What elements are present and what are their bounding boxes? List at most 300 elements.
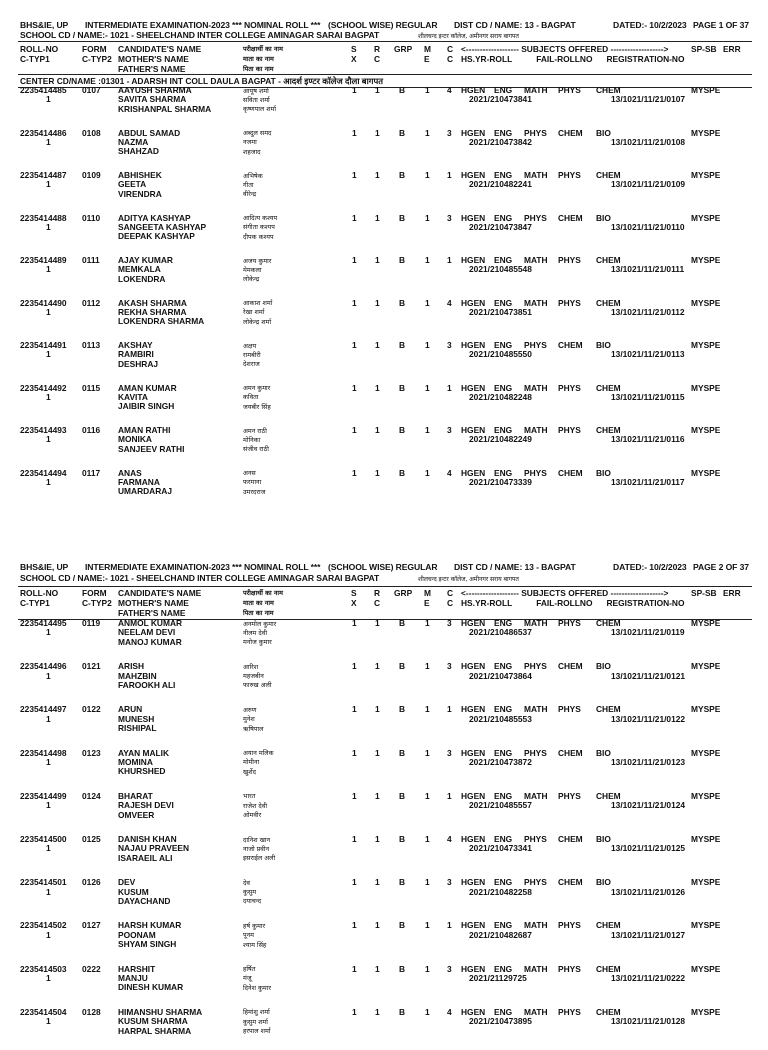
subject: CHEM [558, 127, 583, 138]
subject: PHYS [558, 382, 581, 393]
father-name: SHYAM SINGH [118, 939, 177, 950]
roll-type: (SCHOOL WISE) REGULAR [328, 562, 438, 572]
ctyp1: 1 [46, 886, 51, 897]
me-code: 1 [425, 661, 430, 672]
subject: CHEM [596, 297, 621, 308]
candidate-name-hindi: अनमोल कुमार [243, 619, 277, 628]
father-name: SANJEEV RATHI [118, 443, 185, 454]
subject: CHEM [558, 467, 583, 478]
ctyp1: 1 [46, 756, 51, 767]
me-code: 1 [425, 920, 430, 931]
father-name: DAYACHAND [118, 895, 171, 906]
subject: HGEN [461, 704, 486, 715]
candidate-name-hindi: हर्ष कुमार [243, 921, 266, 930]
father-name-hindi: लोकेन्द्र शर्मा [243, 317, 272, 326]
father-name-hindi: दिनेश कुमार [243, 983, 271, 992]
sp-sb: MYSPE [691, 790, 721, 801]
rc-code: 1 [375, 877, 380, 888]
table-row [0, 965, 768, 1007]
subject: ENG [494, 920, 513, 931]
subject: HGEN [461, 877, 486, 888]
col-sx: S X [351, 44, 357, 64]
cc-code: 1 [447, 255, 452, 265]
group: B [399, 297, 406, 308]
father-name: DEEPAK KASHYAP [118, 231, 195, 242]
father-name: SHAHZAD [118, 146, 159, 157]
group: B [399, 255, 406, 265]
board-name: BHS&IE, UP [20, 562, 69, 572]
candidate-name: HIMANSHU SHARMA [118, 1006, 203, 1017]
mother-name-hindi: कुसुम [243, 888, 257, 897]
father-name: DESHRAJ [118, 358, 159, 369]
page-number: PAGE 2 OF 37 [693, 562, 749, 572]
father-name-hindi: श्याम सिंह [243, 940, 267, 949]
sx-code: 1 [352, 212, 357, 223]
subject: CHEM [596, 425, 621, 435]
cc-code: 4 [447, 85, 452, 95]
father-name-hindi: फारुख अली [243, 681, 272, 690]
father-name: VIRENDRA [118, 188, 162, 199]
ctyp1: 1 [46, 1016, 51, 1027]
group: B [399, 963, 406, 974]
mother-name-hindi: मुनेश [243, 715, 255, 724]
cc-code: 1 [447, 382, 452, 393]
subject: HGEN [461, 661, 486, 672]
subject: PHYS [524, 467, 547, 478]
mother-name-hindi: फरमाना [243, 478, 262, 487]
father-name: KHURSHED [118, 766, 166, 777]
me-code: 1 [425, 1006, 430, 1017]
col-form: FORM C-TYP2 [82, 44, 112, 64]
cc-code: 3 [447, 425, 452, 435]
subject: BIO [596, 834, 611, 844]
subject: MATH [524, 382, 548, 393]
subject: HGEN [461, 255, 486, 265]
subject: BIO [596, 340, 611, 350]
col-subjects: <------------------- SUBJECTS OFFERED -------------------> HS.YR-ROLL FAIL-ROLLNO REGISTRATION-NO [461, 44, 685, 64]
cc-code: 3 [447, 618, 452, 628]
father-name-hindi: उमरदराज [243, 487, 266, 496]
hs-year-roll: 2021/210485553 [469, 713, 532, 724]
cc-code: 3 [447, 340, 452, 350]
rc-code: 1 [375, 834, 380, 844]
table-row [0, 1008, 768, 1050]
sp-sb: MYSPE [691, 704, 721, 715]
ctyp1: 1 [46, 713, 51, 724]
table-row [0, 341, 768, 383]
mother-name: RAJESH DEVI [118, 800, 174, 811]
subject: CHEM [558, 834, 583, 844]
subject: PHYS [558, 963, 581, 974]
me-code: 1 [425, 834, 430, 844]
col-grp: GRP [394, 588, 413, 598]
group: B [399, 1006, 406, 1017]
subject: ENG [494, 255, 513, 265]
me-code: 1 [425, 747, 430, 758]
ctyp1: 1 [46, 627, 51, 638]
father-name-hindi: जयबीर सिंह [243, 402, 271, 411]
hs-year-roll: 2021/210482258 [469, 886, 532, 897]
subject: ENG [494, 127, 513, 138]
subject: CHEM [596, 1006, 621, 1017]
mother-name: NAZMA [118, 136, 149, 147]
roll-number: 2235414501 [20, 877, 67, 888]
col-subjects: <------------------- SUBJECTS OFFERED -------------------> HS.YR-ROLL FAIL-ROLLNO REGISTRATION-NO [461, 588, 685, 608]
group: B [399, 747, 406, 758]
subject: MATH [524, 425, 548, 435]
form-number: 0124 [82, 790, 101, 801]
father-name: DINESH KUMAR [118, 982, 184, 993]
subject: ENG [494, 963, 513, 974]
ctyp1: 1 [46, 306, 51, 317]
subject: CHEM [558, 212, 583, 223]
subject: ENG [494, 425, 513, 435]
ctyp1: 1 [46, 670, 51, 681]
subject: MATH [524, 790, 548, 801]
father-name: RISHIPAL [118, 723, 157, 734]
mother-name: MUNESH [118, 713, 155, 724]
sp-sb: MYSPE [691, 618, 721, 628]
form-number: 0112 [82, 297, 101, 308]
hs-year-roll: 2021/210482249 [469, 434, 532, 445]
group: B [399, 790, 406, 801]
col-rollno: ROLL-NO C-TYP1 [20, 588, 59, 608]
sp-sb: MYSPE [691, 170, 721, 180]
col-rollno: ROLL-NO C-TYP1 [20, 44, 59, 64]
candidate-name-hindi: आयूष शर्मा [243, 86, 269, 95]
table-row [0, 921, 768, 963]
candidate-name-hindi: अयान मलिक [243, 749, 274, 758]
sx-code: 1 [352, 340, 357, 350]
subject: ENG [494, 747, 513, 758]
sx-code: 1 [352, 127, 357, 138]
hs-year-roll: 2021/210473851 [469, 306, 532, 317]
candidate-name-hindi: अमन राठी [243, 426, 267, 435]
subject: PHYS [558, 704, 581, 715]
candidate-name-hindi: देव [243, 878, 250, 887]
school-name: SCHOOL CD / NAME:- 1021 - SHEELCHAND INTER COLLEGE AMINAGAR SARAI BAGPAT [20, 573, 380, 583]
candidate-name: AJAY KUMAR [118, 255, 173, 265]
subject: MATH [524, 170, 548, 180]
table-row [0, 792, 768, 834]
subject: CHEM [558, 340, 583, 350]
hs-year-roll: 2021/210485550 [469, 349, 532, 360]
subject: PHYS [558, 297, 581, 308]
subject: BIO [596, 661, 611, 672]
sx-code: 1 [352, 170, 357, 180]
candidate-name-hindi: अभिषेक [243, 171, 263, 180]
candidate-name: ABHISHEK [118, 170, 162, 180]
group: B [399, 834, 406, 844]
registration-number: 13/1021/11/21/0124 [611, 800, 686, 811]
mother-name-hindi: नाजो प्रवीन [243, 844, 270, 853]
rc-code: 1 [375, 661, 380, 672]
father-name: JAIBIR SINGH [118, 401, 175, 412]
me-code: 1 [425, 85, 430, 95]
roll-number: 2235414487 [20, 170, 67, 180]
sx-code: 1 [352, 382, 357, 393]
me-code: 1 [425, 618, 430, 628]
mother-name: MOMINA [118, 756, 153, 767]
hs-year-roll: 2021/210482248 [469, 391, 532, 402]
ctyp1: 1 [46, 800, 51, 811]
me-code: 1 [425, 790, 430, 801]
hs-year-roll: 2021/210473339 [469, 476, 532, 487]
subject: HGEN [461, 467, 486, 478]
cc-code: 1 [447, 170, 452, 180]
father-name-hindi: ओमवीर [243, 811, 262, 820]
candidate-name: AKASH SHARMA [118, 297, 187, 308]
registration-number: 13/1021/11/21/0121 [611, 670, 686, 681]
mother-name: MEMKALA [118, 264, 161, 275]
district: DIST CD / NAME: 13 - BAGPAT [454, 562, 576, 572]
col-me: M E [424, 588, 431, 608]
form-number: 0126 [82, 877, 101, 888]
registration-number: 13/1021/11/21/0126 [611, 886, 686, 897]
roll-title: *** NOMINAL ROLL *** [232, 562, 321, 572]
group: B [399, 170, 406, 180]
table-row [0, 662, 768, 704]
hs-year-roll: 2021/210473841 [469, 94, 532, 105]
mother-name: RAMBIRI [118, 349, 154, 360]
registration-number: 13/1021/11/21/0117 [611, 476, 685, 487]
father-name: HARPAL SHARMA [118, 1025, 192, 1036]
father-name-hindi: खुर्शेद [243, 767, 256, 776]
father-name: ISARAEIL ALI [118, 852, 173, 863]
subject: CHEM [596, 255, 621, 265]
col-names: CANDIDATE'S NAME MOTHER'S NAME FATHER'S NAME [118, 44, 202, 74]
candidate-name-hindi: दानिश खान [243, 835, 271, 844]
registration-number: 13/1021/11/21/0107 [611, 94, 686, 105]
rc-code: 1 [375, 467, 380, 478]
subject: ENG [494, 382, 513, 393]
father-name-hindi: कृष्णपाल शर्मा [243, 105, 277, 114]
col-sx: S X [351, 588, 357, 608]
subject: HGEN [461, 212, 486, 223]
table-row [0, 705, 768, 747]
subject: ENG [494, 297, 513, 308]
roll-number: 2235414500 [20, 834, 67, 844]
sp-sb: MYSPE [691, 85, 721, 95]
cc-code: 3 [447, 661, 452, 672]
father-name: LOKENDRA [118, 273, 166, 284]
form-number: 0122 [82, 704, 101, 715]
school-name: SCHOOL CD / NAME:- 1021 - SHEELCHAND INTER COLLEGE AMINAGAR SARAI BAGPAT [20, 30, 380, 40]
father-name-hindi: दीपक कश्यप [243, 232, 274, 241]
district: DIST CD / NAME: 13 - BAGPAT [454, 20, 576, 30]
candidate-name: ARUN [118, 704, 143, 715]
subject: ENG [494, 661, 513, 672]
subject: HGEN [461, 920, 486, 931]
table-row [0, 214, 768, 256]
form-number: 0127 [82, 920, 101, 931]
hs-year-roll: 2021/210486537 [469, 627, 532, 638]
mother-name-hindi: कुसुम शर्मा [243, 1017, 268, 1026]
father-name-hindi: लोकेन्द्र [243, 275, 260, 284]
candidate-name: ANAS [118, 467, 142, 478]
subject: BIO [596, 877, 611, 888]
mother-name-hindi: संगीता कश्यप [243, 223, 275, 232]
school-name-hindi: शीलचन्द इन्टर कॉलेज, अमीनगर सराय बागपत [418, 576, 519, 583]
father-name: LOKENDRA SHARMA [118, 316, 205, 327]
candidate-name: HARSHIT [118, 963, 156, 974]
mother-name-hindi: राजेश देवी [243, 801, 267, 810]
subject: PHYS [558, 920, 581, 931]
subject: BIO [596, 467, 611, 478]
mother-name-hindi: मोमीना [243, 758, 260, 767]
candidate-name: ADITYA KASHYAP [118, 212, 191, 223]
mother-name: KUSUM SHARMA [118, 1016, 188, 1027]
candidate-name-hindi: अमन कुमार [243, 384, 271, 392]
subject: MATH [524, 255, 548, 265]
roll-number: 2235414504 [20, 1006, 67, 1017]
ctyp1: 1 [46, 391, 51, 402]
mother-name-hindi: मेमकला [243, 265, 262, 274]
rc-code: 1 [375, 963, 380, 974]
ctyp1: 1 [46, 136, 51, 147]
registration-number: 13/1021/11/21/0122 [611, 713, 686, 724]
table-row [0, 129, 768, 171]
roll-number: 2235414486 [20, 127, 67, 138]
group: B [399, 920, 406, 931]
rc-code: 1 [375, 920, 380, 931]
registration-number: 13/1021/11/21/0123 [611, 756, 686, 767]
dated: DATED:- 10/2/2023 [613, 562, 687, 572]
rc-code: 1 [375, 618, 380, 628]
subject: CHEM [558, 661, 583, 672]
sx-code: 1 [352, 877, 357, 888]
rc-code: 1 [375, 1006, 380, 1017]
cc-code: 3 [447, 747, 452, 758]
cc-code: 3 [447, 212, 452, 223]
sp-sb: MYSPE [691, 425, 721, 435]
sx-code: 1 [352, 297, 357, 308]
table-row [0, 384, 768, 426]
mother-name: MONIKA [118, 434, 152, 445]
cc-code: 3 [447, 877, 452, 888]
mother-name-hindi: नजमा [243, 138, 257, 147]
father-name-hindi: संजीव राठी [243, 445, 269, 454]
subject: HGEN [461, 127, 486, 138]
mother-name-hindi: कविता [243, 393, 259, 402]
candidate-name: DANISH KHAN [118, 834, 177, 844]
sx-code: 1 [352, 467, 357, 478]
mother-name-hindi: नीलम देवी [243, 628, 267, 637]
cc-code: 4 [447, 297, 452, 308]
registration-number: 13/1021/11/21/0109 [611, 179, 686, 190]
subject: HGEN [461, 747, 486, 758]
mother-name: POONAM [118, 929, 156, 940]
candidate-name: AKSHAY [118, 340, 153, 350]
subject: PHYS [558, 618, 581, 628]
center-line: CENTER CD/NAME :01301 - ADARSH INT COLL DAULA BAGPAT - आदर्श इण्टर कॉलेज दौला बागपत [20, 76, 384, 86]
candidate-name-hindi: अरुण [243, 705, 257, 714]
me-code: 1 [425, 170, 430, 180]
subject: CHEM [596, 618, 621, 628]
subject: CHEM [596, 704, 621, 715]
candidate-name-hindi: अक्षय [243, 341, 257, 350]
sx-code: 1 [352, 85, 357, 95]
subject: MATH [524, 85, 548, 95]
rc-code: 1 [375, 382, 380, 393]
rc-code: 1 [375, 85, 380, 95]
registration-number: 13/1021/11/21/0115 [611, 391, 685, 402]
mother-name-hindi: मोनिका [243, 435, 261, 444]
candidate-name-hindi: हर्षित [243, 965, 256, 974]
exam-name: INTERMEDIATE EXAMINATION-2023 [85, 20, 230, 30]
subject: PHYS [524, 212, 547, 223]
subject: HGEN [461, 790, 486, 801]
sp-sb: MYSPE [691, 467, 721, 478]
father-name-hindi: शहजाद [243, 147, 261, 156]
roll-number: 2235414494 [20, 467, 67, 478]
group: B [399, 618, 406, 628]
sx-code: 1 [352, 425, 357, 435]
table-row [0, 749, 768, 791]
roll-type: (SCHOOL WISE) REGULAR [328, 20, 438, 30]
subject: PHYS [524, 747, 547, 758]
subject: BIO [596, 212, 611, 223]
ctyp1: 1 [46, 972, 51, 983]
registration-number: 13/1021/11/21/0128 [611, 1016, 686, 1027]
subject: ENG [494, 834, 513, 844]
form-number: 0125 [82, 834, 101, 844]
subject: PHYS [558, 1006, 581, 1017]
hs-year-roll: 2021/210482687 [469, 929, 532, 940]
sx-code: 1 [352, 920, 357, 931]
candidate-name: HARSH KUMAR [118, 920, 182, 931]
table-row [0, 426, 768, 468]
candidate-name-hindi: आरिश [243, 662, 259, 671]
col-cc: C C [447, 588, 454, 608]
group: B [399, 467, 406, 478]
hs-year-roll: 2021/210482241 [469, 179, 532, 190]
cc-code: 3 [447, 963, 452, 974]
sx-code: 1 [352, 1006, 357, 1017]
subject: MATH [524, 920, 548, 931]
candidate-name-hindi: आदित्य कश्यप [243, 214, 278, 222]
subject: CHEM [596, 790, 621, 801]
col-grp: GRP [394, 44, 413, 54]
sx-code: 1 [352, 963, 357, 974]
sx-code: 1 [352, 661, 357, 672]
rc-code: 1 [375, 704, 380, 715]
subject: ENG [494, 1006, 513, 1017]
father-name: UMARDARAJ [118, 486, 172, 497]
subject: MATH [524, 618, 548, 628]
father-name: OMVEER [118, 809, 155, 820]
form-number: 0107 [82, 85, 101, 95]
mother-name: KAVITA [118, 391, 148, 402]
group: B [399, 425, 406, 435]
table-row [0, 171, 768, 213]
roll-number: 2235414491 [20, 340, 67, 350]
table-row [0, 835, 768, 877]
candidate-name-hindi: हिमांशु शर्मा [243, 1008, 270, 1017]
rc-code: 1 [375, 212, 380, 223]
form-number: 0111 [82, 255, 100, 265]
sp-sb: MYSPE [691, 877, 721, 888]
table-row [0, 878, 768, 920]
sx-code: 1 [352, 747, 357, 758]
divider [18, 586, 752, 587]
subject: CHEM [596, 170, 621, 180]
hs-year-roll: 2021/210473864 [469, 670, 532, 681]
candidate-name-hindi: आकाश शर्मा [243, 299, 273, 307]
roll-number: 2235414493 [20, 425, 67, 435]
ctyp1: 1 [46, 264, 51, 275]
cc-code: 4 [447, 467, 452, 478]
